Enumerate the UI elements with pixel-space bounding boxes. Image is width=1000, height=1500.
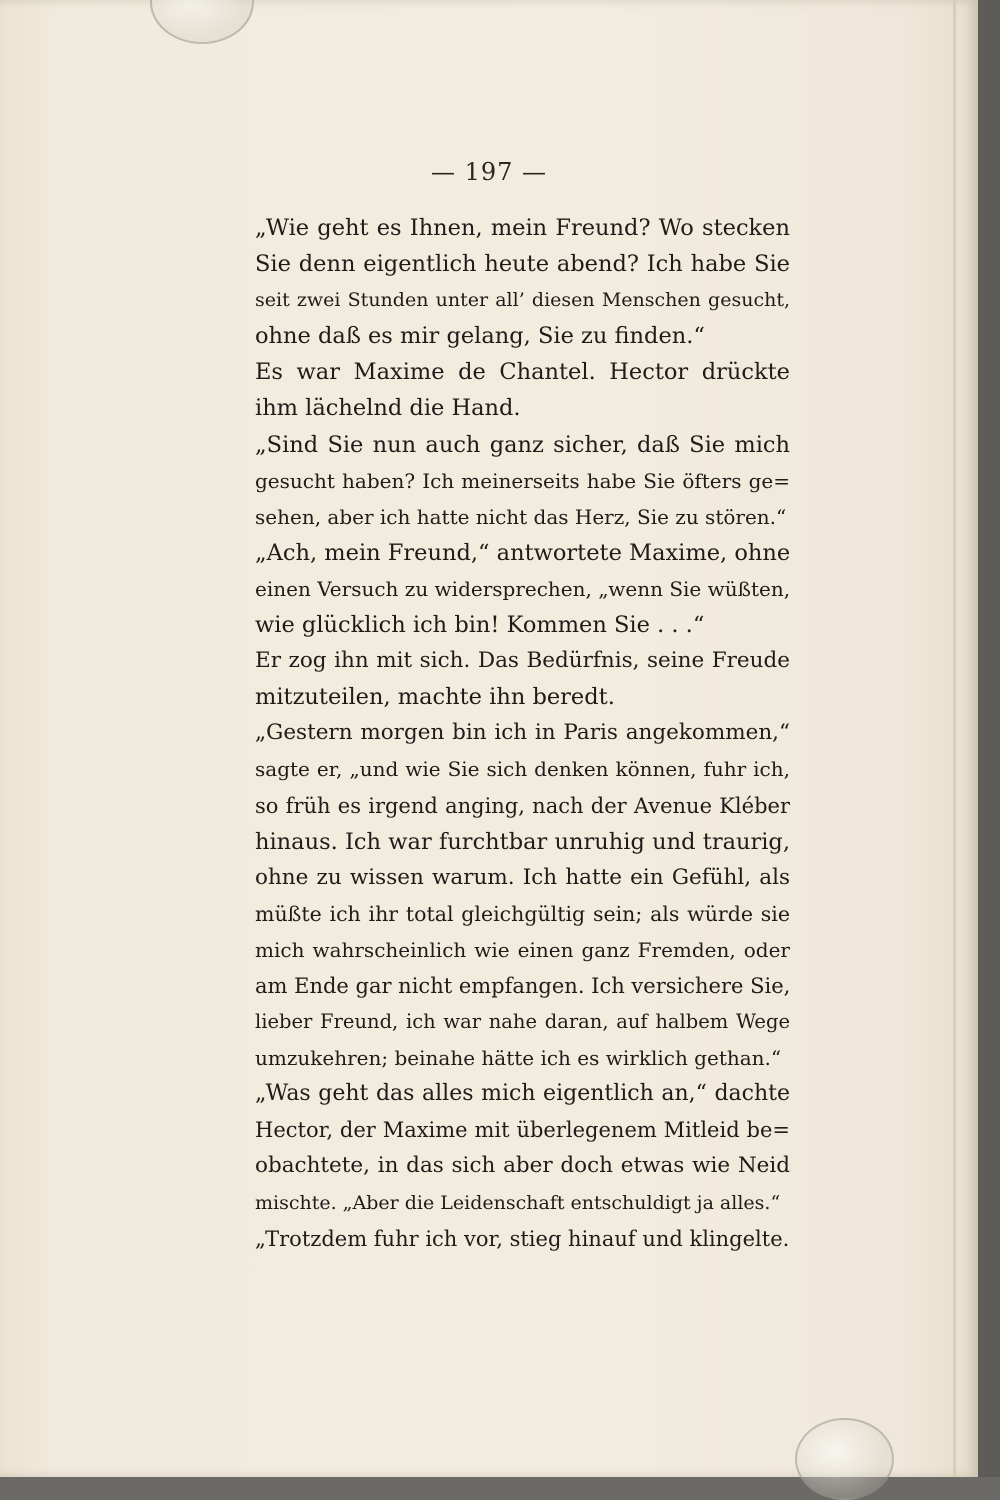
text-line: mischte. „Aber die Leidenschaft entschuldigt ja alles.“ (255, 1191, 781, 1214)
text-line: Er zog ihn mit sich. Das Bedürfnis, seine Freude (255, 648, 790, 674)
text-line: obachtete, in das sich aber doch etwas wie Neid (255, 1153, 790, 1179)
text-line: sagte er, „und wie Sie sich denken können, fuhr ich, (255, 757, 790, 782)
text-line: hinaus. Ich war furchtbar unruhig und traurig, (255, 828, 790, 855)
text-line: einen Versuch zu widersprechen, „wenn Sie wüßten, (255, 576, 790, 601)
text-line: „Was geht das alles mich eigentlich an,“ dachte (255, 1081, 790, 1107)
text-line: gesucht haben? Ich meinerseits habe Sie öfters ge= (255, 468, 790, 493)
text-line: wie glücklich ich bin! Kommen Sie . . .“ (255, 612, 705, 639)
text-line: „Wie geht es Ihnen, mein Freund? Wo stecken (255, 215, 790, 241)
text-line: „Gestern morgen bin ich in Paris angekommen,“ (255, 720, 790, 746)
text-line: Es war Maxime de Chantel. Hector drückte (255, 359, 790, 386)
text-line: „Ach, mein Freund,“ antwortete Maxime, ohne (255, 539, 790, 566)
text-line: Hector, der Maxime mit überlegenem Mitleid be= (255, 1118, 790, 1143)
text-line: umzukehren; beinahe hätte ich es wirklich gethan.“ (255, 1046, 782, 1071)
page-number: — 197 — (430, 158, 548, 186)
text-line: sehen, aber ich hatte nicht das Herz, Sie zu stören.“ (255, 504, 787, 529)
text-line: seit zwei Stunden unter all’ diesen Menschen gesucht, (255, 289, 790, 312)
glass-clip-bottom (795, 1418, 894, 1500)
glass-clip-top (150, 0, 254, 44)
text-line: müßte ich ihr total gleichgültig sein; als würde sie (255, 901, 790, 926)
text-line: „Trotzdem fuhr ich vor, stieg hinauf und klingelte. (255, 1226, 790, 1251)
body-text (255, 210, 790, 1257)
text-line: mitzuteilen, machte ihn beredt. (255, 684, 615, 711)
text-line: „Sind Sie nun auch ganz sicher, daß Sie mich (255, 431, 790, 458)
text-line: Sie denn eigentlich heute abend? Ich habe Sie (255, 251, 790, 278)
text-line: so früh es irgend anging, nach der Avenue Kléber (255, 793, 790, 818)
text-line: ihm lächelnd die Hand. (255, 395, 521, 422)
text-line: mich wahrscheinlich wie einen ganz Fremden, oder (255, 937, 790, 962)
page-edge (953, 0, 956, 1477)
text-line: am Ende gar nicht empfangen. Ich versichere Sie, (255, 973, 790, 998)
text-line: ohne zu wissen warum. Ich hatte ein Gefühl, als (255, 864, 790, 890)
text-line: ohne daß es mir gelang, Sie zu finden.“ (255, 323, 705, 350)
text-line: lieber Freund, ich war nahe daran, auf halbem Wege (255, 1010, 790, 1034)
